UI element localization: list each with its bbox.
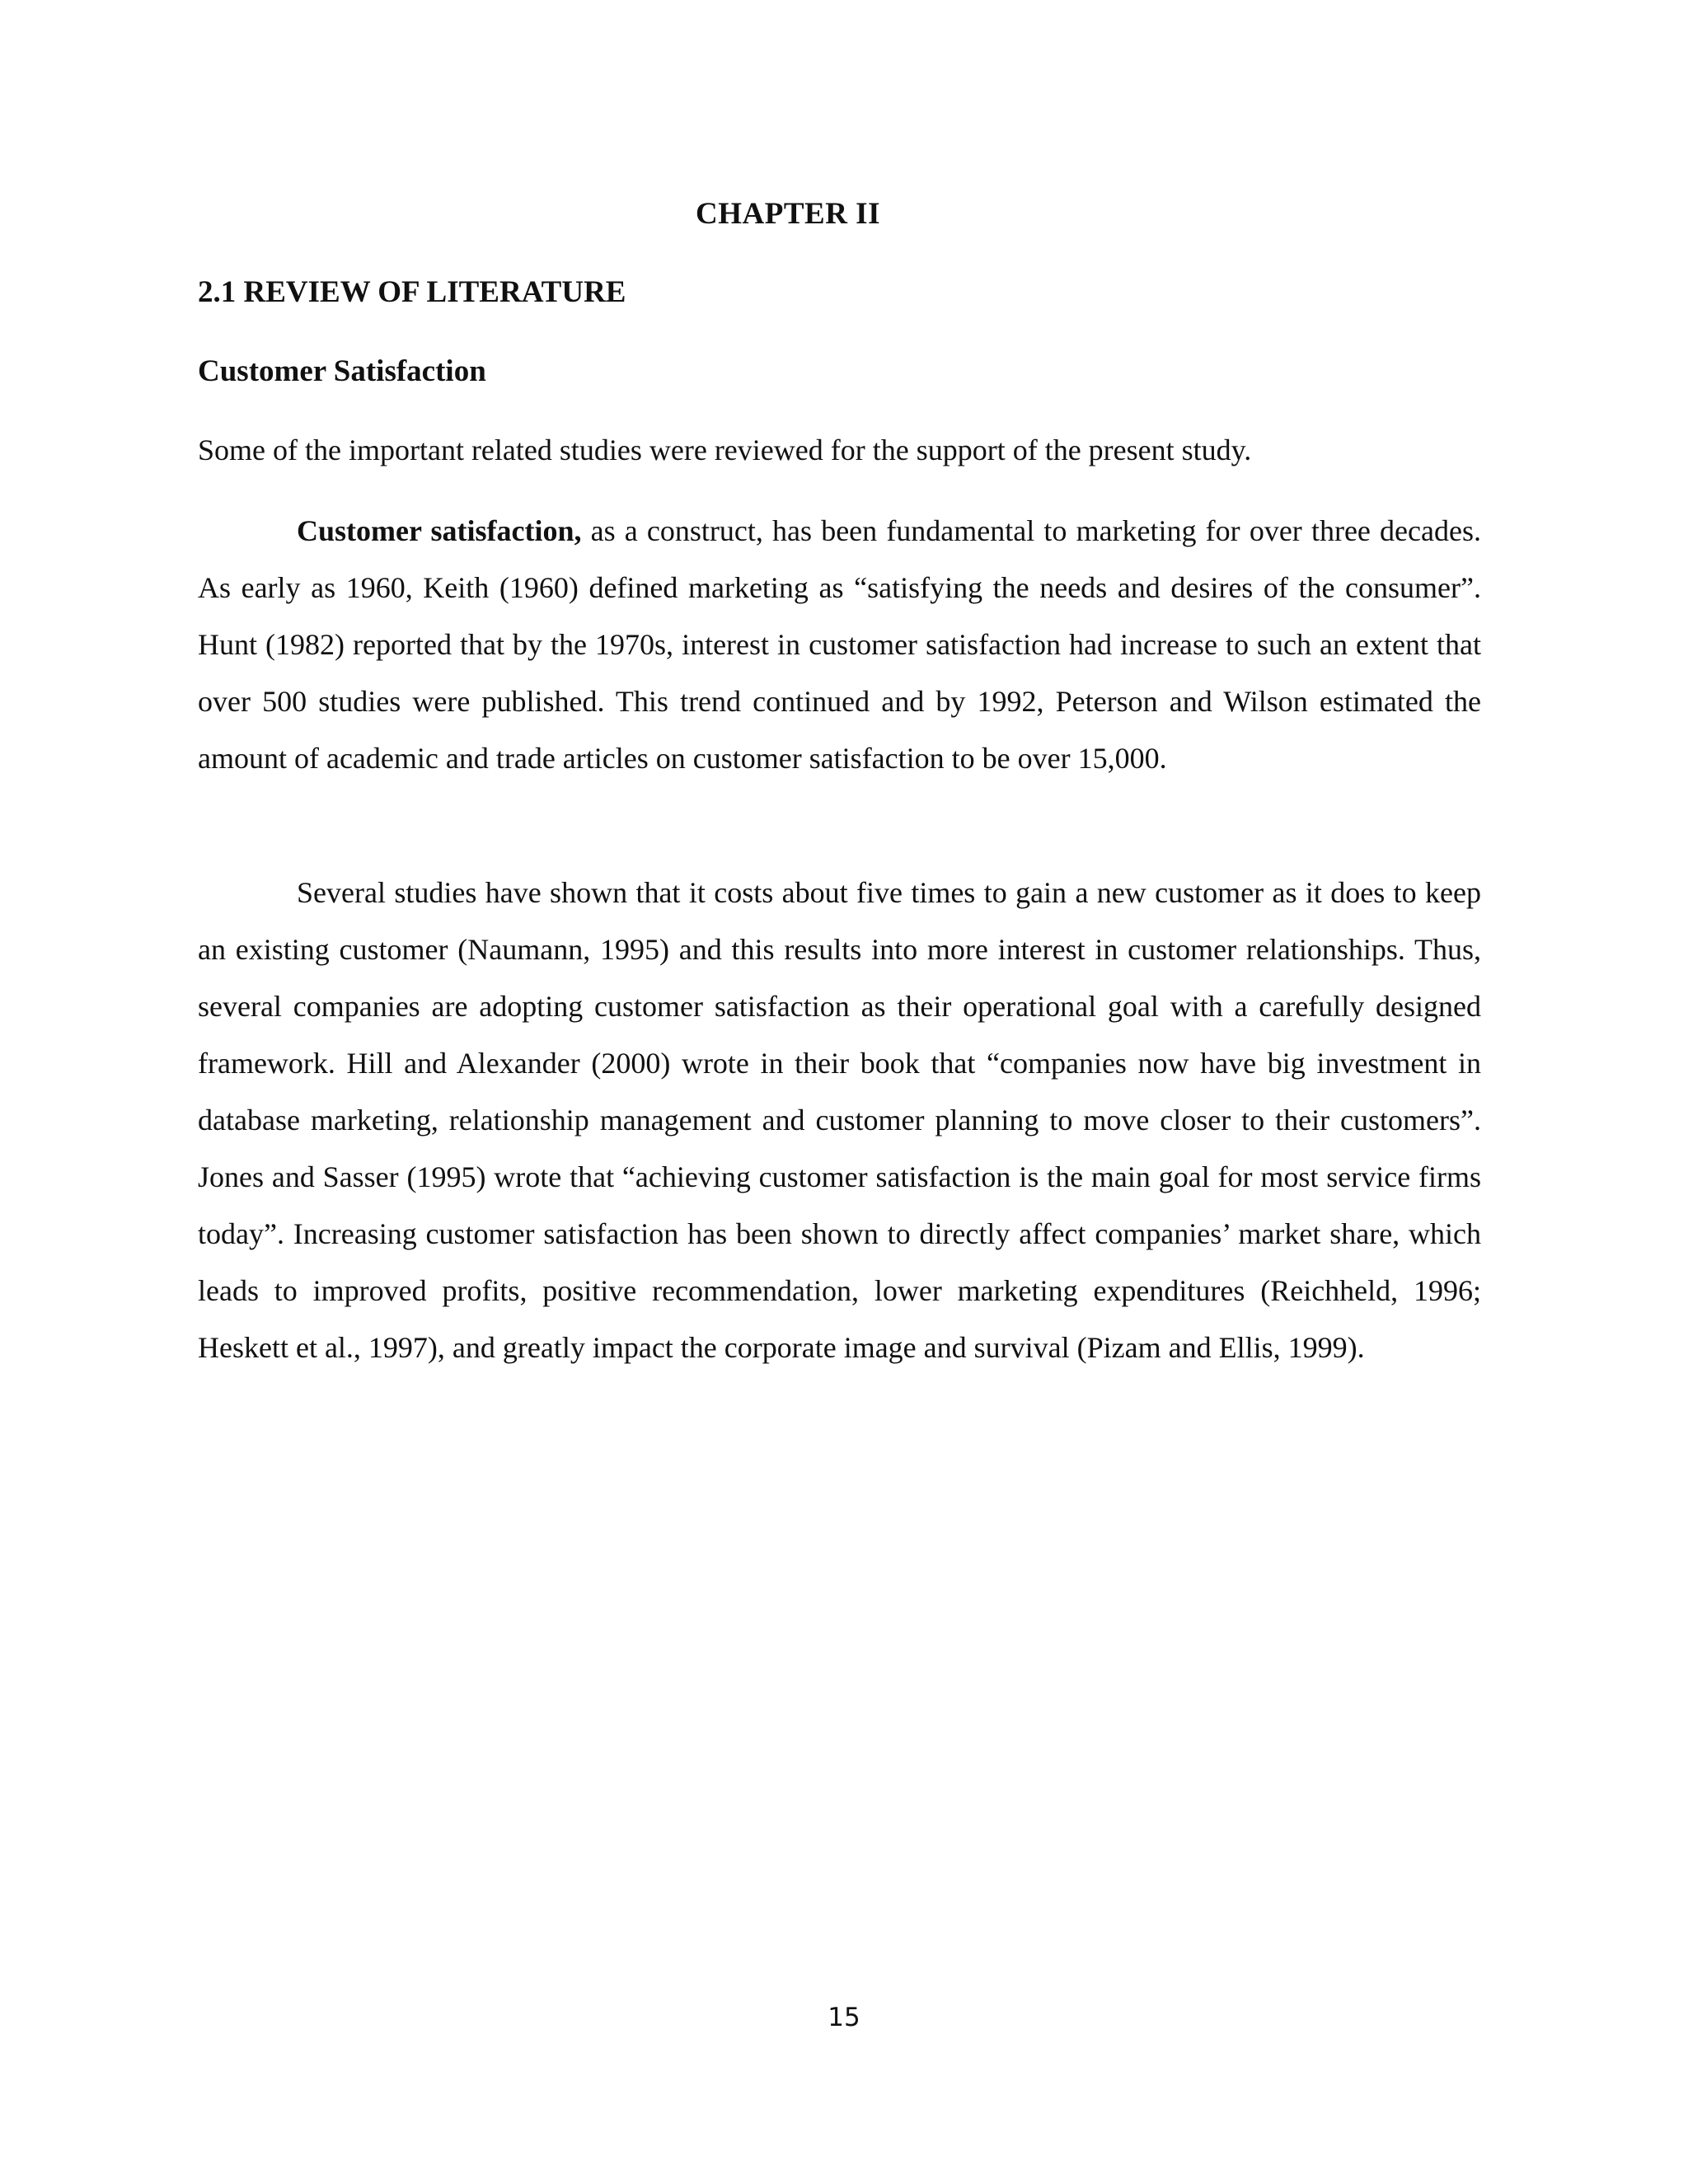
section-heading: 2.1 REVIEW OF LITERATURE — [198, 275, 626, 309]
chapter-title: CHAPTER II — [696, 197, 880, 231]
page-number: 15 — [828, 2003, 860, 2032]
paragraph-customer-retention: Several studies have shown that it costs about five times to gain a new customer as it does to keep an existing customer (Naumann, 1995) and this results into more interest in customer relationships. Thus, several companies are adopting customer satisfaction as their operational goal with a carefully designed framework. Hill and Alexander (2000) wrote in their book that “companies now have big investment in database marketing, relationship management and customer planning to move closer to their customers”. Jones and Sasser (1995) wrote that “achieving customer satisfaction is the main goal for most service firms today”. Increasing customer satisfaction has been shown to directly affect companies’ market share, which leads to improved profits, positive recommendation, lower marketing expenditures (Reichheld, 1996; Heskett et al., 1997), and greatly impact the corporate image and survival (Pizam and Ellis, 1999). — [198, 876, 1481, 1364]
paragraph-customer-satisfaction — [198, 503, 1481, 787]
intro-sentence: Some of the important related studies were reviewed for the support of the present study. — [198, 434, 1252, 466]
paragraph-lead-term: Customer satisfaction, — [297, 514, 582, 547]
paragraph-body: as a construct, has been fundamental to marketing for over three decades. As early as 1960, Keith (1960) defined marketing as “satisfying the needs and desires of the consumer”. Hunt (1982) reported that by the 1970s, interest in customer satisfaction had increase to such an extent that over 500 studies were published. This trend continued and by 1992, Peterson and Wilson estimated the amount of academic and trade articles on customer satisfaction to be over 15,000. — [198, 514, 1481, 775]
subheading: Customer Satisfaction — [198, 354, 486, 388]
